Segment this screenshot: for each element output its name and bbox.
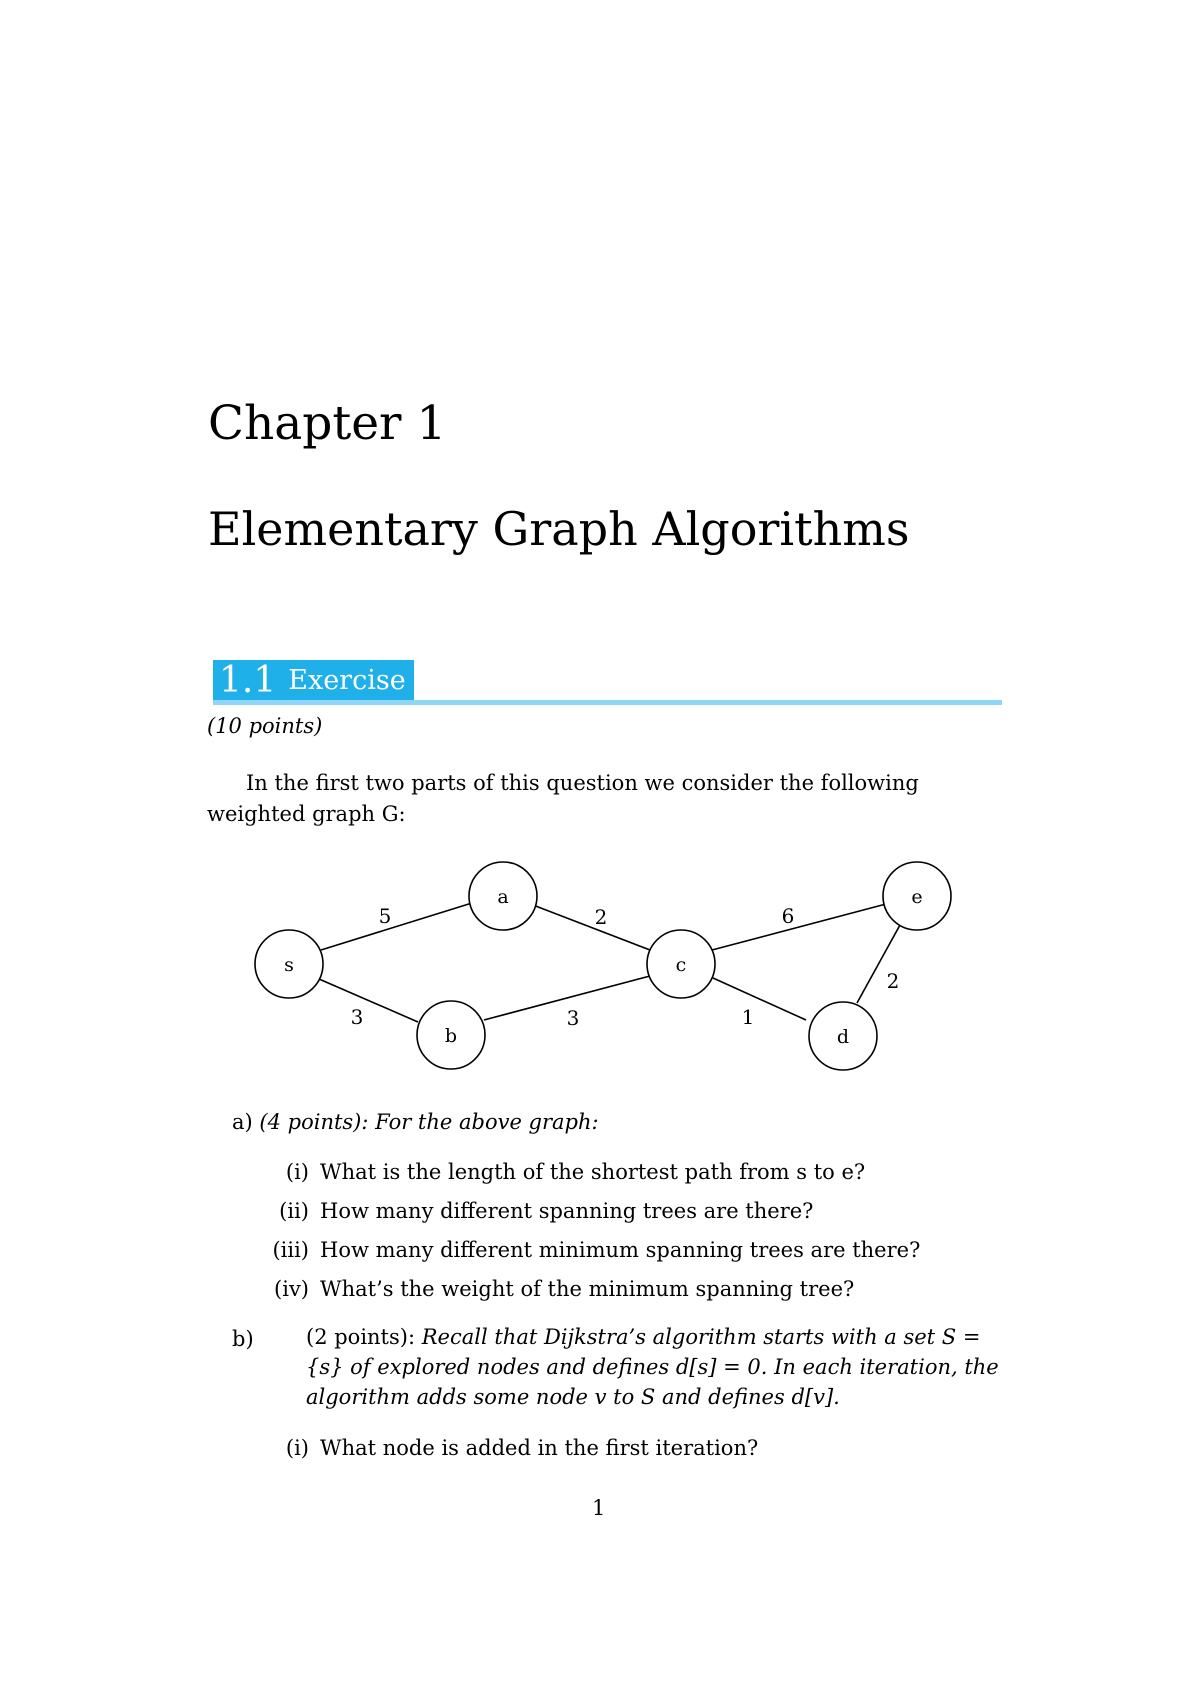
node-label-b: b (444, 1025, 458, 1047)
node-label-c: c (675, 954, 687, 976)
part-a-prompt: For the above graph: (375, 1110, 599, 1134)
part-a-item-4-num: (iv) (274, 1277, 309, 1301)
page-number: 1 (592, 1496, 606, 1520)
node-label-s: s (284, 954, 294, 976)
intro-paragraph: In the first two parts of this question we consider the following weighted graph G: (207, 771, 919, 826)
part-a-item-3-num: (iii) (272, 1238, 309, 1262)
section-label: Exercise (288, 664, 406, 696)
chapter-label: Chapter 1 (208, 396, 447, 451)
weight-c-d: 1 (741, 1005, 755, 1029)
part-a-label: a) (232, 1110, 253, 1134)
points-note: (10 points) (207, 714, 323, 738)
part-b-heading (306, 1322, 1002, 1412)
weight-b-c: 3 (566, 1006, 580, 1030)
weight-d-e: 2 (886, 969, 900, 993)
edge-c-d (713, 978, 806, 1020)
node-label-e: e (911, 886, 923, 908)
weight-s-b: 3 (350, 1005, 364, 1029)
weight-c-e: 6 (781, 904, 795, 928)
part-b-label: b) (232, 1327, 254, 1351)
part-a-item-1-num: (i) (285, 1160, 309, 1184)
part-a-item-4-text: What’s the weight of the minimum spanning tree? (320, 1277, 855, 1301)
part-a-points: (4 points): (259, 1110, 369, 1134)
section-number: 1.1 (219, 659, 277, 701)
part-a-item-3-text: How many different minimum spanning trees are there? (320, 1238, 921, 1262)
edge-c-e (712, 904, 886, 950)
part-b-prompt: Recall that Dijkstra’s algorithm starts with a set S = {s} of explored nodes and defines d[s] = 0. In each iteration, the algorithm adds some node v to S and defines d[v]. (306, 1325, 999, 1409)
weight-s-a: 5 (378, 904, 392, 928)
weight-a-c: 2 (594, 905, 608, 929)
part-a-heading (232, 1110, 599, 1134)
edge-s-a (321, 903, 472, 950)
part-b-points: (2 points): (306, 1325, 416, 1349)
part-b-item-1-num: (i) (285, 1436, 309, 1460)
part-a-item-2-text: How many different spanning trees are there? (320, 1199, 814, 1223)
chapter-title: Elementary Graph Algorithms (208, 502, 910, 556)
node-label-d: d (836, 1026, 850, 1048)
part-b-item-1-text: What node is added in the first iteration? (320, 1436, 759, 1460)
part-a-item-2-num: (ii) (279, 1199, 309, 1223)
edge-s-b (319, 979, 418, 1022)
edge-a-c (533, 905, 650, 950)
part-a-item-1-text: What is the length of the shortest path from s to e? (320, 1160, 866, 1184)
node-label-a: a (497, 886, 509, 908)
